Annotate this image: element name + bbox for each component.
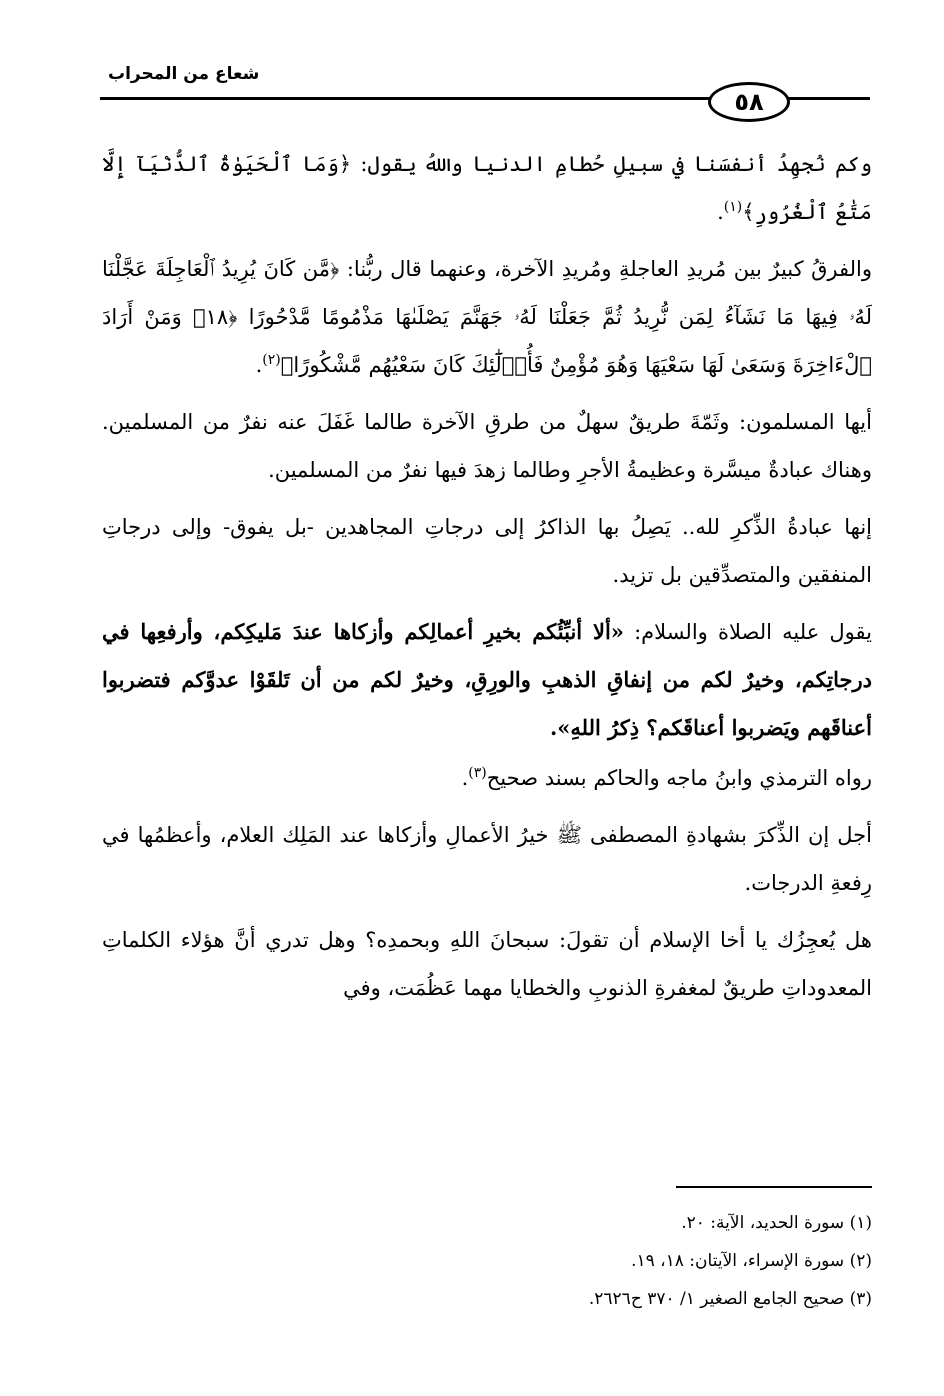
footnote-ref-2: (٢) — [262, 352, 281, 368]
hadith-quote: «ألا أنبِّئُكم بخيرِ أعمالِكم وأزكاها عندَ مَليكِكم، وأرفعِها في درجاتِكم، وخيرٌ لكم من إنفاقِ الذهبِ والورِقِ، وخيرٌ لكم من أن تَلقَوْا عدوَّكم فتضربوا أعناقَهم ويَضربوا أعناقَكم؟ ذِكرُ اللهِ». — [102, 619, 872, 740]
footnotes — [102, 1204, 872, 1318]
main-text — [102, 140, 872, 1021]
page-number: ٥٨ — [708, 82, 790, 122]
paragraph-4: إنها عبادةُ الذِّكرِ لله.. يَصِلُ بها الذاكرُ إلى درجاتِ المجاهدين -بل يفوق- وإلى درجاتِ المنفقين والمتصدِّقين بل تزيد. — [102, 515, 872, 587]
paragraph-7: أجل إن الذِّكرَ بشهادةِ المصطفى ﷺ خيرُ الأعمالِ وأزكاها عند المَلِك العلام، وأعظمُها في رِفعةِ الدرجات. — [102, 823, 872, 895]
paragraph-2: والفرقُ كبيرٌ بين مُريدِ العاجلةِ ومُريدِ الآخرة، وعنهما قال ربُّنا: ﴿مَّن كَانَ يُرِيدُ ٱلْعَاجِلَةَ عَجَّلْنَا لَهُۥ فِيهَا مَا نَشَآءُ لِمَن نُّرِيدُ ثُمَّ جَعَلْنَا لَهُۥ جَهَنَّمَ يَصْلَىٰهَا مَذْمُومًا مَّدْحُورًا ﴿١٨﴾ وَمَنْ أَرَادَ ٱلْءَاخِرَةَ وَسَعَىٰ لَهَا سَعْيَهَا وَهُوَ مُؤْمِنٌ فَأُو۟لَٰٓئِكَ كَانَ سَعْيُهُم مَّشْكُورًا﴾$^{(٢)}$. — [102, 257, 872, 377]
footnote-ref-3: (٣) — [468, 765, 487, 781]
footnote-1: (١) سورة الحديد، الآية: ٢٠. — [681, 1213, 872, 1233]
paragraph-6: رواه الترمذي وابنُ ماجه والحاكم بسند صحيح$^{(٣)}$. — [461, 765, 872, 790]
paragraph-5 — [102, 608, 872, 752]
footnote-3: (٣) صحيح الجامع الصغير ١/ ٣٧٠ ح٢٦٢٦. — [588, 1289, 872, 1309]
paragraph-6-text: رواه الترمذي وابنُ ماجه والحاكم بسند صحيح — [486, 766, 872, 790]
paragraph-1: وكم نُجهِدُ أنفسَنا في سبيلِ حُطامِ الدنيا واللهُ يقول: ﴿وَمَا ٱلْحَيَوٰةُ ٱلدُّنْيَآ إِلَّا مَتَٰعُ ٱلْغُرُورِ﴾$^{(١)}$. — [102, 152, 872, 224]
paragraph-8: هل يُعجِزُك يا أخا الإسلام أن تقولَ: سبحانَ اللهِ وبحمدِه؟ وهل تدري أنَّ هؤلاء الكلماتِ المعدوداتِ طريقٌ لمغفرةِ الذنوبِ والخطايا مهما عَظُمَت، وفي — [102, 928, 872, 1000]
paragraph-3: أيها المسلمون: وثَمّةَ طريقٌ سهلٌ من طرقِ الآخرة طالما غَفَلَ عنه نفرٌ من المسلمين. وهناك عبادةٌ ميسَّرة وعظيمةُ الأجرِ وطالما زهدَ فيها نفرٌ من المسلمين. — [102, 410, 872, 482]
paragraph-1-text: وكم نُجهِدُ أنفسَنا في سبيلِ حُطامِ الدنيا واللهُ يقول: ﴿وَمَا ٱلْحَيَوٰةُ ٱلدُّنْيَآ إِلَّا مَتَٰعُ ٱلْغُرُورِ﴾ — [102, 152, 872, 224]
paragraph-2-text: والفرقُ كبيرٌ بين مُريدِ العاجلةِ ومُريدِ الآخرة، وعنهما قال ربُّنا: ﴿مَّن كَانَ يُرِيدُ ٱلْعَاجِلَةَ عَجَّلْنَا لَهُۥ فِيهَا مَا نَشَآءُ لِمَن نُّرِيدُ ثُمَّ جَعَلْنَا لَهُۥ جَهَنَّمَ يَصْلَىٰهَا مَذْمُومًا مَّدْحُورًا ﴿١٨﴾ وَمَنْ أَرَادَ ٱلْءَاخِرَةَ وَسَعَىٰ لَهَا سَعْيَهَا وَهُوَ مُؤْمِنٌ فَأُو۟لَٰٓئِكَ كَانَ سَعْيُهُم مَّشْكُورًا﴾ — [102, 257, 872, 377]
footnote-ref-1: (١) — [723, 199, 743, 215]
footnote-2: (٢) سورة الإسراء، الآيتان: ١٨، ١٩. — [631, 1251, 872, 1271]
paragraph-5-intro: يقول عليه الصلاة والسلام: — [623, 620, 872, 644]
book-title: شعاع من المحراب — [108, 64, 260, 84]
footnote-rule — [676, 1186, 872, 1188]
